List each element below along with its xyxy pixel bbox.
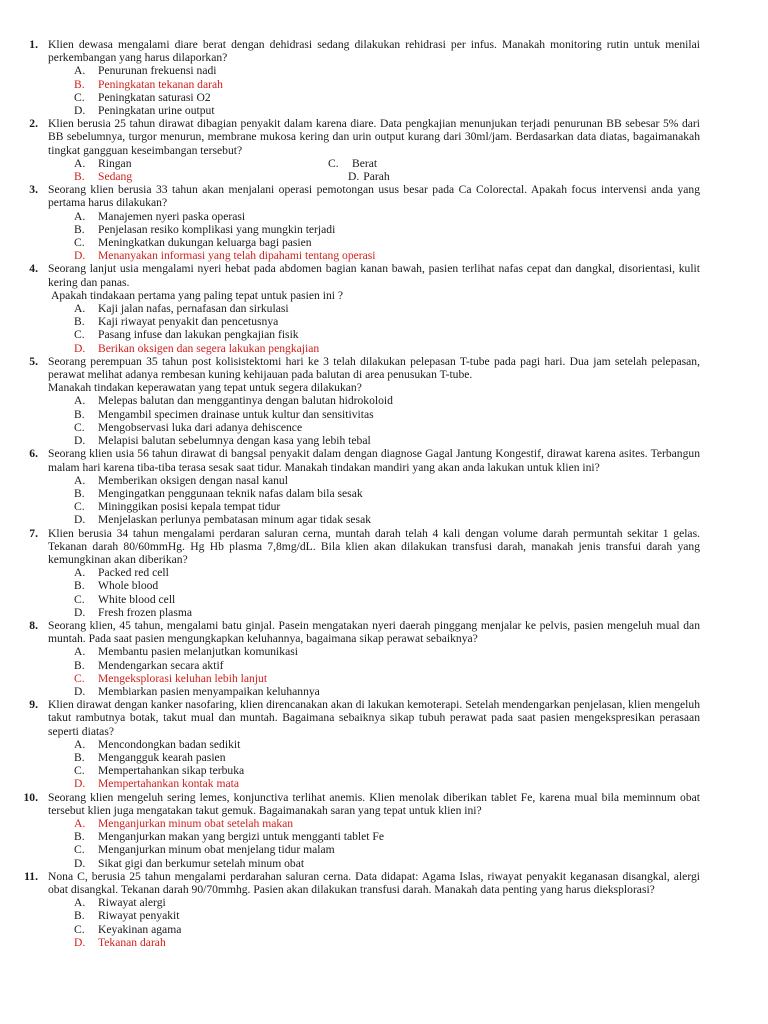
question-number: 7. xyxy=(29,526,38,540)
option-d-answer: D. Mempertahankan kontak mata xyxy=(74,777,240,791)
option-b: B. Penjelasan resiko komplikasi yang mungkin terjadi xyxy=(74,222,336,236)
question-number: 8. xyxy=(29,618,38,632)
option-c: C. Menganjurkan minum obat menjelang tidur malam xyxy=(74,843,335,857)
question-text: Klien berusia 25 tahun dirawat dibagian penyakit dalam karena diare. Data pengkajian menunjukan terjadi penurunan BB sebesar 5% dari BB sebelumnya, turgor menurun, membrane mukosa kering dan urin output kurang dari 30ml/jam. Berdasarkan data diatas, bagaimanakah tingkat gangguan keseimbangan tersebut? xyxy=(48,117,700,157)
question-text: Seorang klien, 45 tahun, mengalami batu ginjal. Pasein mengatakan nyeri daerah pinggang menjalar ke pelvis, pasien mengeluh mual dan muntah. Pada saat pasien mengungkapkan keluhannya, bagaimana sikap perawat sebaiknya? xyxy=(48,618,700,646)
option-a: A. Memberikan oksigen dengan nasal kanul xyxy=(74,473,288,487)
question-number: 2. xyxy=(29,117,38,131)
question-10 xyxy=(0,791,768,870)
option-a: A. Mencondongkan badan sedikit xyxy=(74,737,241,751)
option-c: C. White blood cell xyxy=(74,592,176,606)
option-a: A. Ringan xyxy=(74,156,132,170)
option-c: C. Meningkatkan dukungan keluarga bagi pasien xyxy=(74,236,312,250)
option-a: A. Packed red cell xyxy=(74,566,169,580)
question-text: Seorang lanjut usia mengalami nyeri hebat pada abdomen bagian kanan bawah, pasien terlihat nafas cepat dan dangkal, disorientasi, kulit kering dan panas. xyxy=(48,262,700,289)
option-c-answer: C. Mengeksplorasi keluhan lebih lanjut xyxy=(74,671,268,685)
option-c: C. Pasang infuse dan lakukan pengkajian fisik xyxy=(74,328,299,342)
option-b: B. Mendengarkan secara aktif xyxy=(74,658,224,672)
option-b: B. Mengangguk kearah pasien xyxy=(74,750,226,764)
option-d: D. Membiarkan pasien menyampaikan keluhannya xyxy=(74,684,320,698)
question-text: Klien dewasa mengalami diare berat dengan dehidrasi sedang dilakukan rehidrasi per infus. Manakah monitoring rutin untuk menilai perkembangan yang harus dilaporkan? xyxy=(48,38,700,65)
option-d-answer: D. Menanyakan informasi yang telah dipahami tentang operasi xyxy=(74,249,376,263)
question-number: 4. xyxy=(29,262,38,276)
question-prompt: Manakah tindakan keperawatan yang tepat untuk segera dilakukan? xyxy=(48,381,362,395)
question-text: Klien dirawat dengan kanker nasofaring, klien direncanakan akan di lakukan kemoterapi. Setelah mendengarkan penjelasan, klien mengeluh takut rambutnya botak, takut mual dan muntah. Bagaimana sebaiknya sikap tubuh perawat pada saat pasien mengekspresikan perasaan seperti diatas? xyxy=(48,698,700,738)
question-8 xyxy=(0,619,768,698)
question-number: 5. xyxy=(29,354,38,368)
question-number: 10. xyxy=(23,790,38,804)
option-a: A. Manajemen nyeri paska operasi xyxy=(74,209,246,223)
question-2 xyxy=(0,117,768,183)
question-3 xyxy=(0,183,768,262)
option-d-answer: D. Tekanan darah xyxy=(74,935,166,949)
option-b: B. Menganjurkan makan yang bergizi untuk mengganti tablet Fe xyxy=(74,830,385,844)
option-b-answer: B. Sedang xyxy=(74,170,133,184)
option-b: B. Mengingatkan penggunaan teknik nafas dalam bila sesak xyxy=(74,486,363,500)
question-number: 1. xyxy=(29,38,38,51)
option-c: C. Berat xyxy=(328,156,378,170)
option-b: B. Mengambil specimen drainase untuk kultur dan sensitivitas xyxy=(74,407,374,421)
option-a: A. Penurunan frekuensi nadi xyxy=(74,64,217,78)
option-d: D. Parah xyxy=(348,170,390,184)
question-number: 9. xyxy=(29,698,38,712)
question-6 xyxy=(0,447,768,526)
option-c: C. Mininggikan posisi kepala tempat tidur xyxy=(74,500,281,514)
option-d: D. Melapisi balutan sebelumnya dengan kasa yang lebih tebal xyxy=(74,434,371,448)
question-11 xyxy=(0,870,768,949)
option-b: B. Riwayat penyakit xyxy=(74,909,180,923)
question-9 xyxy=(0,698,768,790)
option-a: A. Melepas balutan dan menggantinya dengan balutan hidrokoloid xyxy=(74,394,393,408)
question-text: Nona C, berusia 25 tahun mengalami perdarahan saluran cerna. Data didapat: Agama Islas, riwayat penyakit keganasan disangkal, alergi obat disangkal. Tekanan darah 90/70mmhg. Pasien akan dilakukan transfusi darah. Manakah data penting yang harus dieksplorasi? xyxy=(48,869,700,896)
option-d: D. Sikat gigi dan berkumur setelah minum obat xyxy=(74,856,305,870)
question-text: Klien berusia 34 tahun mengalami perdaran saluran cerna, muntah darah telah 4 kali dengan volume darah permuntah sekitar 1 gelas. Tekanan darah 80/60mmHg. Hg Hb plasma 7,8mg/dL. Bila klien akan dilakukan transfusi darah, manakah jenis transfui darah yang kemungkinan akan diberikan? xyxy=(48,526,700,566)
option-a: A. Kaji jalan nafas, pernafasan dan sirkulasi xyxy=(74,302,289,316)
option-d: D. Fresh frozen plasma xyxy=(74,605,193,619)
option-c: C. Mengobservasi luka dari adanya dehiscence xyxy=(74,420,303,434)
option-b-answer: B. Peningkatan tekanan darah xyxy=(74,77,223,91)
option-b: B. Kaji riwayat penyakit dan pencetusnya xyxy=(74,315,279,329)
option-d: D. Menjelaskan perlunya pembatasan minum agar tidak sesak xyxy=(74,513,372,527)
question-number: 3. xyxy=(29,183,38,197)
question-1 xyxy=(0,38,768,117)
option-c: C. Mempertahankan sikap terbuka xyxy=(74,764,245,778)
option-row xyxy=(74,157,690,170)
question-text: Seorang klien berusia 33 tahun akan menjalani operasi pemotongan usus besar pada Ca Colorectal. Apakah focus intervensi anda yang pertama harus dilakukan? xyxy=(48,183,700,210)
question-number: 11. xyxy=(24,869,38,883)
question-text: Seorang klien mengeluh sering lemes, konjunctiva terlihat anemis. Klien menolak diberikan tablet Fe, karena mual bila meminnum obat tersebut klien juga mengatakan takut gemuk. Bagaimanakah saran yang tepat untuk klien ini? xyxy=(48,790,700,817)
question-4 xyxy=(0,262,768,354)
option-d: D. Peningkatan urine output xyxy=(74,104,215,118)
option-b: B. Whole blood xyxy=(74,579,159,593)
option-c: C. Peningkatan saturasi O2 xyxy=(74,90,211,104)
option-d-answer: D. Berikan oksigen dan segera lakukan pengkajian xyxy=(74,341,320,355)
option-a-answer: A. Menganjurkan minum obat setelah makan xyxy=(74,816,294,830)
question-5 xyxy=(0,355,768,447)
question-number: 6. xyxy=(29,447,38,461)
question-text: Seorang klien usia 56 tahun dirawat di bangsal penyakit dalam dengan diagnose Gagal Jantung Kongestif, dirawat karena asites. Terbangun malam hari karena tiba-tiba terasa sesak saat tidur. Manakah tindakan mandiri yang akan anda lakukan untuk klien ini? xyxy=(48,447,700,474)
question-prompt: Apakah tindakaan pertama yang paling tepat untuk pasien ini ? xyxy=(51,288,344,302)
option-c: C. Keyakinan agama xyxy=(74,922,182,936)
question-7 xyxy=(0,527,768,619)
option-row xyxy=(74,170,690,183)
option-a: A. Riwayat alergi xyxy=(74,896,166,910)
question-text: Seorang perempuan 35 tahun post kolisistektomi hari ke 3 telah dilakukan pelepasan T-tube pada pagi hari. Dua jam setelah pelepasan, perawat melihat adanya rembesan kuning kehijauan pada balutan di area penusukan T-tube. xyxy=(48,354,700,382)
option-a: A. Membantu pasien melanjutkan komunikasi xyxy=(74,645,298,659)
